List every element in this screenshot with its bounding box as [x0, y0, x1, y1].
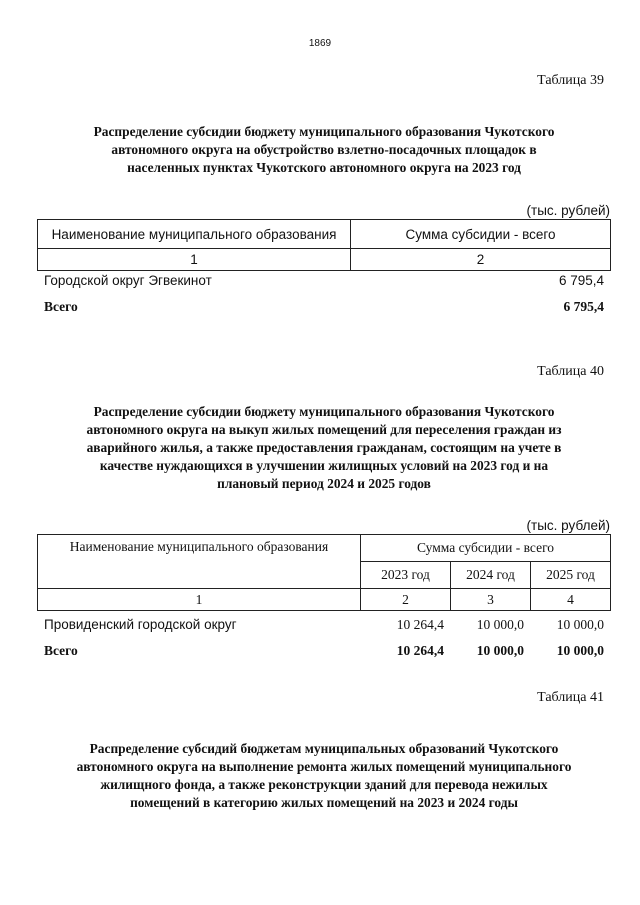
table-40-total-value-2024: 10 000,0	[476, 643, 524, 658]
table-40-title-line: автономного округа на выкуп жилых помещений для переселения граждан из	[86, 422, 562, 437]
table-40-total-value-2023: 10 264,4	[396, 643, 444, 658]
table-39-title	[40, 123, 608, 177]
page-number: 1869	[308, 38, 332, 49]
table-40-row-name: Провиденский городской округ	[44, 617, 237, 632]
column-header-total: Сумма субсидии - всего	[361, 535, 611, 562]
table-41-label: Таблица 41	[537, 690, 604, 705]
table-41-title-line: жилищного фонда, а также реконструкции зданий для перевода нежилых	[100, 777, 548, 792]
column-index: 3	[451, 589, 531, 611]
column-index: 2	[351, 249, 611, 271]
column-index: 1	[38, 589, 361, 611]
column-header-year: 2023 год	[361, 562, 451, 589]
column-index: 1	[38, 249, 351, 271]
table-39-total-label: Всего	[44, 299, 78, 314]
table-41-title	[40, 740, 608, 812]
column-header-name: Наименование муниципального образования	[38, 220, 351, 249]
table-39-row-name: Городской округ Эгвекинот	[44, 273, 212, 288]
column-header-year: 2025 год	[531, 562, 611, 589]
table-41-title-line: Распределение субсидий бюджетам муниципальных образований Чукотского	[89, 741, 559, 756]
table-40-row-value-2025: 10 000,0	[556, 617, 604, 632]
table-40-row-value-2023: 10 264,4	[396, 617, 444, 632]
table-40-header	[37, 534, 611, 611]
table-41-title-line: автономного округа на выполнение ремонта жилых помещений муниципального	[76, 759, 572, 774]
table-40-total-label: Всего	[44, 643, 78, 658]
table-39-title-line: Распределение субсидии бюджету муниципального образования Чукотского	[93, 124, 555, 139]
table-40-label: Таблица 40	[537, 364, 604, 379]
table-41-title-line: помещений в категорию жилых помещений на 2023 и 2024 годы	[130, 795, 518, 810]
table-39-label: Таблица 39	[537, 73, 604, 88]
table-39-header	[37, 219, 611, 271]
column-index: 2	[361, 589, 451, 611]
table-39-units: (тыс. рублей)	[526, 203, 610, 218]
column-header-year: 2024 год	[451, 562, 531, 589]
table-39-row-total: 6 795,4	[558, 273, 604, 288]
table-40-title-line: плановый период 2024 и 2025 годов	[217, 476, 431, 491]
table-40-total-value-2025: 10 000,0	[556, 643, 604, 658]
column-header-name: Наименование муниципального образования	[38, 535, 361, 589]
table-40-units: (тыс. рублей)	[526, 518, 610, 533]
table-40-title-line: качестве нуждающихся в улучшении жилищных условий на 2023 год и на	[99, 458, 549, 473]
column-index: 4	[531, 589, 611, 611]
table-40-row-value-2024: 10 000,0	[476, 617, 524, 632]
table-39-title-line: населенных пунктах Чукотского автономного округа на 2023 год	[127, 160, 521, 175]
table-39-total-value: 6 795,4	[563, 299, 604, 314]
table-40-title	[40, 403, 608, 493]
table-40-title-line: Распределение субсидии бюджету муниципального образования Чукотского	[93, 404, 555, 419]
table-39-title-line: автономного округа на обустройство взлетно-посадочных площадок в	[111, 142, 537, 157]
table-40-title-line: аварийного жилья, а также предоставления гражданам, состоящим на учете в	[86, 440, 562, 455]
column-header-total: Сумма субсидии - всего	[351, 220, 611, 249]
